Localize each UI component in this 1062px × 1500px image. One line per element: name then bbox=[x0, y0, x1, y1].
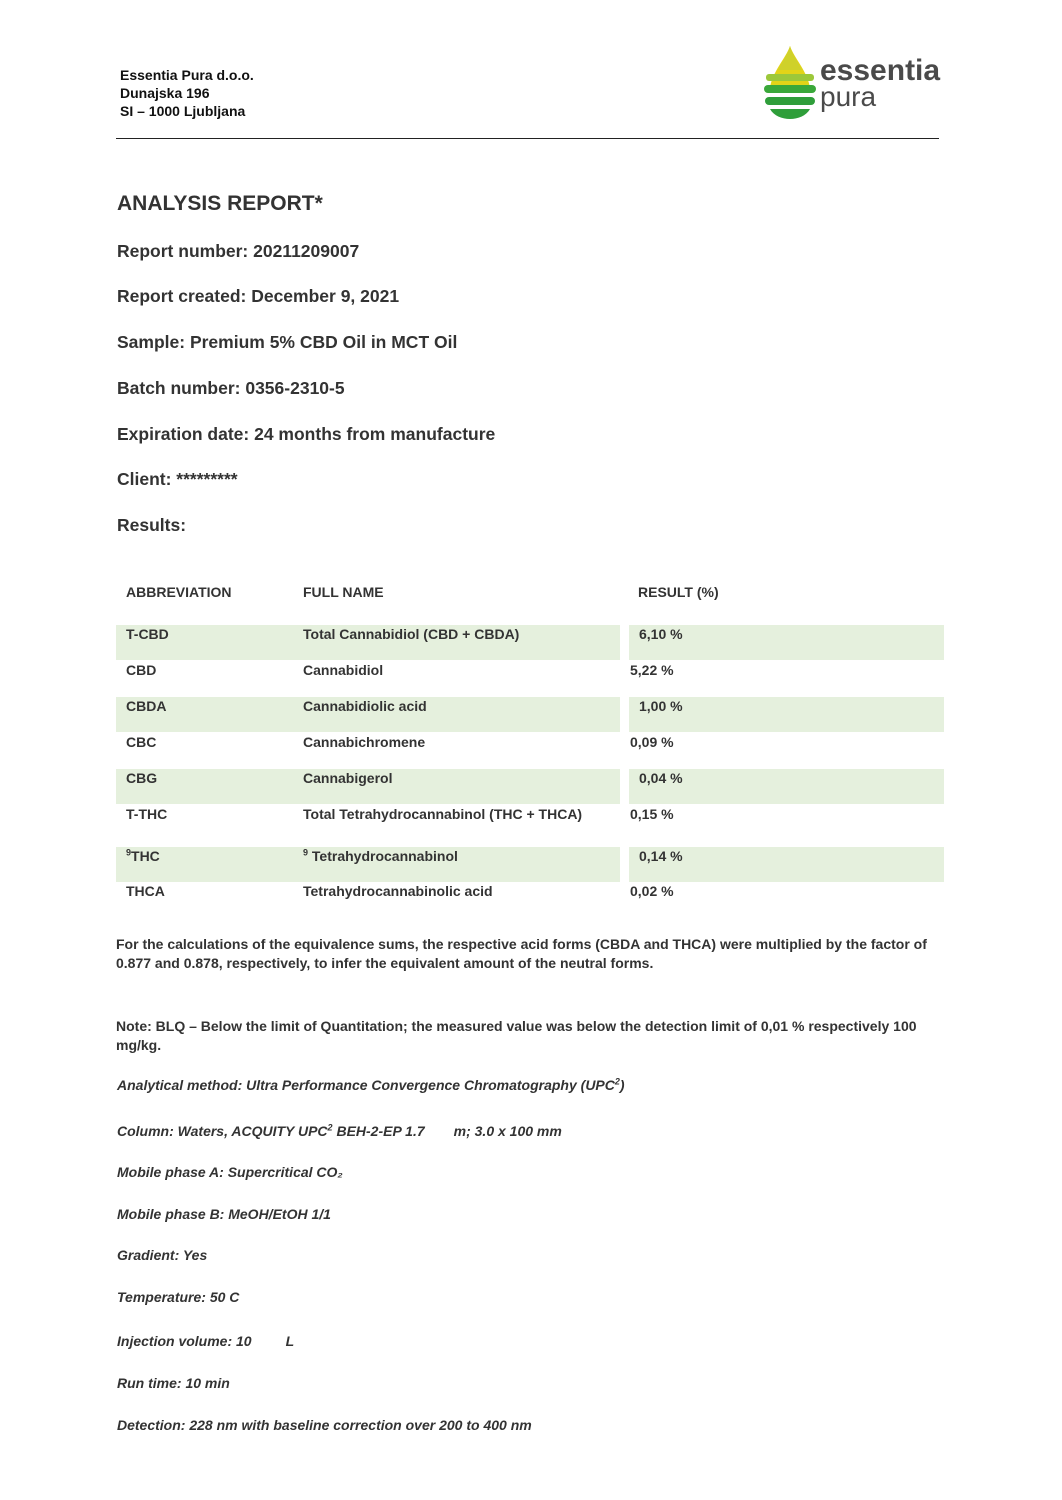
row-abbreviation: THCA bbox=[126, 883, 165, 899]
header-divider bbox=[116, 138, 939, 139]
row-result: 0,15 % bbox=[630, 806, 674, 822]
report-number: Report number: 20211209007 bbox=[117, 241, 360, 261]
drop-logo-icon bbox=[762, 44, 818, 120]
report-created: Report created: December 9, 2021 bbox=[117, 286, 400, 306]
row-abbreviation: T-CBD bbox=[126, 626, 169, 642]
row-full-name: Cannabigerol bbox=[303, 770, 393, 786]
logo-text-pura: pura bbox=[820, 81, 877, 112]
row-result: 1,00 % bbox=[639, 698, 683, 714]
injection-volume: Injection volume: 10 L bbox=[117, 1333, 295, 1349]
gradient: Gradient: Yes bbox=[117, 1247, 208, 1263]
row-result: 0,09 % bbox=[630, 734, 674, 750]
company-logo bbox=[762, 44, 942, 120]
company-city: SI – 1000 Ljubljana bbox=[120, 103, 246, 119]
company-address bbox=[120, 66, 254, 120]
row-result: 0,04 % bbox=[639, 770, 683, 786]
header-abbreviation: ABBREVIATION bbox=[126, 584, 232, 600]
blq-note: Note: BLQ – Below the limit of Quantitation; the measured value was below the detection limit of 0,01 % respectively 100 mg/kg. bbox=[116, 1018, 917, 1053]
row-abbreviation: CBG bbox=[126, 770, 158, 786]
row-abbreviation: CBD bbox=[126, 662, 157, 678]
company-street: Dunajska 196 bbox=[120, 85, 210, 101]
header-result: RESULT (%) bbox=[638, 584, 719, 600]
abbr-text: THC bbox=[131, 848, 160, 864]
run-time: Run time: 10 min bbox=[117, 1375, 230, 1391]
row-abbreviation: T-THC bbox=[126, 806, 168, 822]
temperature: Temperature: 50 C bbox=[117, 1289, 240, 1305]
row-result: 0,14 % bbox=[639, 848, 683, 864]
report-sample: Sample: Premium 5% CBD Oil in MCT Oil bbox=[117, 332, 458, 352]
logo-text-essentia: essentia bbox=[820, 54, 941, 87]
mobile-phase-b: Mobile phase B: MeOH/EtOH 1/1 bbox=[117, 1206, 331, 1222]
analytical-method: Analytical method: Ultra Performance Convergence Chromatography (UPC$^2$) bbox=[117, 1076, 625, 1093]
equivalence-note: For the calculations of the equivalence sums, the respective acid forms (CBDA and THCA) were multiplied by the factor of 0.877 and 0.878, respectively, to infer the equivalent amount of the neutral forms. bbox=[116, 936, 927, 971]
header-full-name: FULL NAME bbox=[303, 584, 384, 600]
detection: Detection: 228 nm with baseline correction over 200 to 400 nm bbox=[117, 1417, 532, 1433]
name-superscript: 9 bbox=[303, 847, 309, 858]
results-label: Results: bbox=[117, 515, 187, 535]
column-info: Column: Waters, ACQUITY UPC$^2$ BEH-2-EP 1.7 m; 3.0 x 100 mm bbox=[117, 1122, 562, 1139]
company-name: Essentia Pura d.o.o. bbox=[120, 67, 254, 83]
row-abbreviation: CBC bbox=[126, 734, 157, 750]
row-full-name: Tetrahydrocannabinolic acid bbox=[303, 883, 493, 899]
row-result: 5,22 % bbox=[630, 662, 674, 678]
report-expiration: Expiration date: 24 months from manufacture bbox=[117, 424, 496, 444]
row-result: 0,02 % bbox=[630, 883, 674, 899]
row-result: 6,10 % bbox=[639, 626, 683, 642]
abbr-superscript: 9 bbox=[126, 847, 132, 858]
row-full-name: Cannabichromene bbox=[303, 734, 426, 750]
row-full-name: Total Tetrahydrocannabinol (THC + THCA) bbox=[303, 806, 583, 822]
row-full-name: Cannabidiolic acid bbox=[303, 698, 427, 714]
row-full-name: Cannabidiol bbox=[303, 662, 384, 678]
name-text: Tetrahydrocannabinol bbox=[308, 848, 458, 864]
report-batch: Batch number: 0356-2310-5 bbox=[117, 378, 345, 398]
row-full-name bbox=[303, 848, 458, 865]
row-full-name: Total Cannabidiol (CBD + CBDA) bbox=[303, 626, 520, 642]
row-abbreviation bbox=[126, 848, 160, 865]
report-title: ANALYSIS REPORT* bbox=[117, 192, 323, 215]
row-abbreviation: CBDA bbox=[126, 698, 167, 714]
report-client: Client: ********* bbox=[117, 469, 238, 489]
mobile-phase-a: Mobile phase A: Supercritical CO₂ bbox=[117, 1164, 343, 1180]
